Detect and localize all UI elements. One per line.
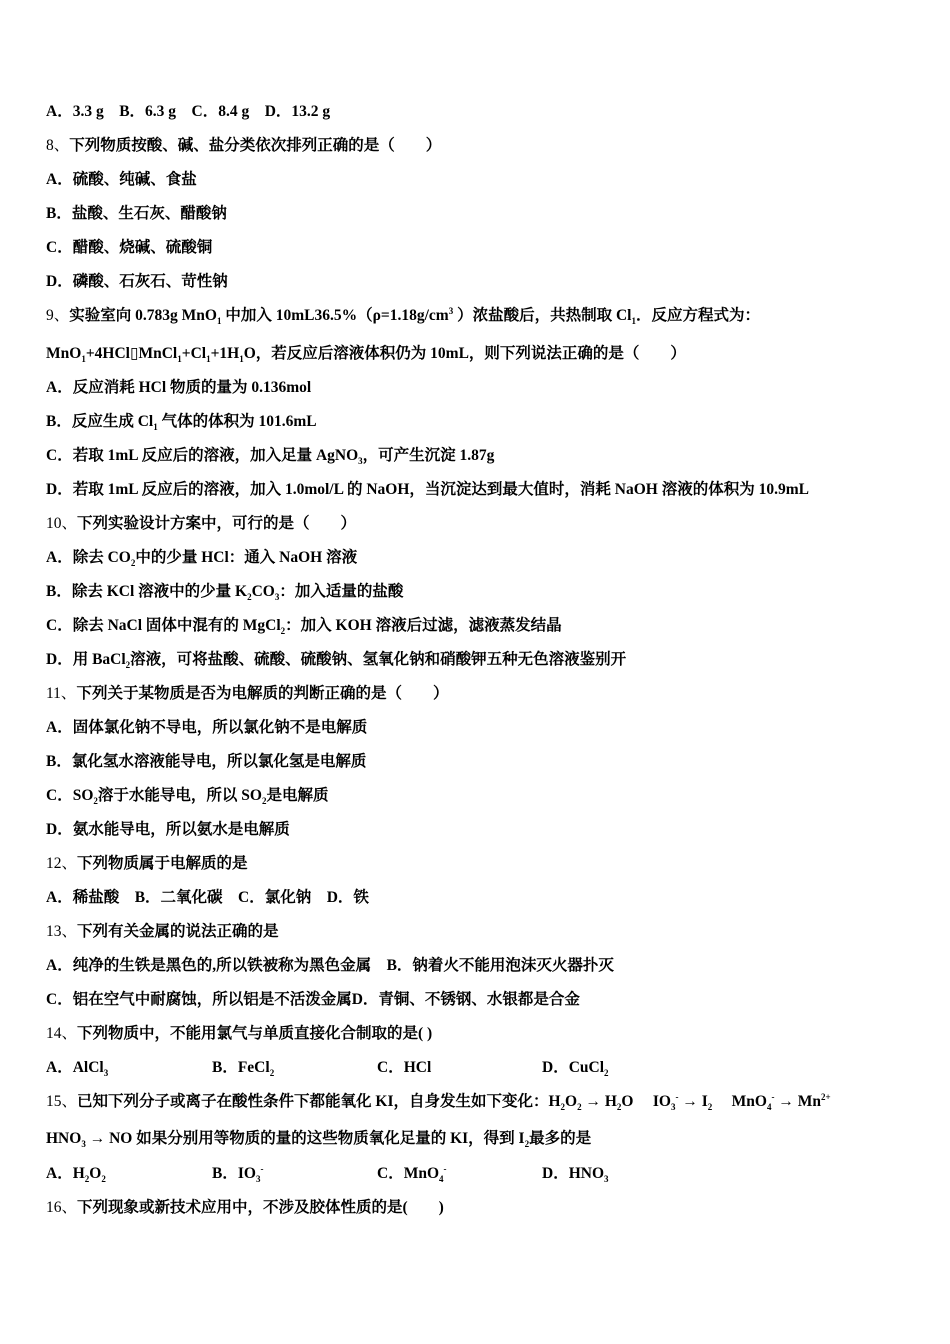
question-number: 15、 — [46, 1093, 78, 1110]
answer-option — [46, 1058, 108, 1078]
question-number: 12、 — [46, 855, 78, 872]
answer-option — [377, 1058, 431, 1078]
text-segment: ．反应方程式为： — [635, 307, 760, 324]
subscript: 2 — [269, 1068, 275, 1079]
subscript: 1 — [206, 354, 211, 365]
subscript: 2 — [261, 796, 267, 807]
text-line — [46, 238, 212, 258]
text-line — [46, 820, 290, 840]
subscript: 1 — [81, 354, 86, 365]
subscript: 2 — [125, 660, 131, 671]
text-segment: CO — [251, 583, 275, 600]
text-segment: +Cl — [181, 345, 207, 362]
text-line — [46, 1129, 591, 1149]
text-line — [46, 378, 311, 398]
subscript: 3 — [103, 1068, 109, 1079]
question-number: 16、 — [46, 1199, 78, 1216]
subscript: 2 — [280, 626, 286, 637]
text-line — [46, 412, 317, 432]
subscript: 2 — [707, 1102, 713, 1113]
text-segment: 溶液，可将盐酸、硫酸、硫酸钠、氢氧化钠和硝酸钾五种无色溶液鉴别开 — [130, 651, 627, 668]
text-segment: MnCl — [138, 345, 178, 362]
text-segment: 下列关于某物质是否为电解质的判断正确的是（ ） — [76, 685, 449, 702]
subscript: 3 — [81, 1139, 86, 1150]
question-number: 10、 — [46, 515, 78, 532]
text-segment: MnO — [712, 1093, 767, 1110]
subscript: 4 — [439, 1174, 444, 1185]
answer-option — [542, 1164, 609, 1184]
text-segment: B．反应生成 Cl — [46, 413, 154, 430]
text-line — [46, 786, 328, 806]
text-segment: C．铝在空气中耐腐蚀，所以铝是不活泼金属D．青铜、不锈钢、水银都是合金 — [46, 991, 580, 1008]
text-line — [46, 650, 626, 670]
text-segment: +4HCl — [85, 345, 130, 362]
text-segment: A．反应消耗 HCl 物质的量为 0.136mol — [46, 379, 312, 396]
subscript: 1 — [177, 354, 182, 365]
text-segment: 最多的是 — [529, 1130, 592, 1147]
subscript: 2 — [560, 1102, 566, 1113]
text-line — [46, 480, 809, 500]
option-row — [46, 1164, 906, 1184]
text-segment: B．氯化氢水溶液能导电，所以氯化氢是电解质 — [46, 753, 367, 770]
text-segment: ）浓盐酸后，共热制取 Cl — [453, 307, 632, 324]
question-number: 11、 — [46, 685, 77, 702]
text-line — [46, 102, 330, 122]
subscript: 2 — [130, 558, 136, 569]
question-number: 8、 — [46, 137, 70, 154]
text-line — [46, 548, 357, 568]
option-row — [46, 1058, 906, 1078]
text-segment: 气体的体积为 101.6mL — [157, 413, 317, 430]
text-segment: D．用 BaCl — [46, 651, 126, 668]
answer-option — [377, 1164, 447, 1184]
text-segment: O — [565, 1093, 578, 1110]
text-line — [46, 272, 228, 292]
subscript: 1 — [153, 422, 158, 433]
question-stem — [46, 854, 248, 874]
text-segment: A．H — [46, 1165, 85, 1182]
text-segment: C．醋酸、烧碱、硫酸铜 — [46, 239, 213, 256]
text-segment: +1H — [210, 345, 240, 362]
text-line — [46, 446, 494, 466]
subscript: 2 — [616, 1102, 622, 1113]
text-segment: 溶于水能导电，所以 SO — [97, 787, 262, 804]
text-segment: C．HCl — [377, 1059, 432, 1076]
subscript: 3 — [604, 1174, 609, 1185]
text-segment: ：加入 KOH 溶液后过滤，滤液蒸发结晶 — [285, 617, 562, 634]
subscript: 2 — [101, 1174, 106, 1185]
question-stem — [46, 1024, 432, 1044]
text-segment: 下列现象或新技术应用中，不涉及胶体性质的是( ) — [77, 1199, 444, 1216]
text-segment: A．3.3 g B．6.3 g C．8.4 g D．13.2 g — [46, 103, 331, 120]
question-stem — [46, 514, 356, 534]
text-segment: 中的少量 HCl：通入 NaOH 溶液 — [135, 549, 358, 566]
superscript: - — [443, 1163, 447, 1174]
subscript: 3 — [255, 1174, 261, 1185]
text-segment: 下列有关金属的说法正确的是 — [77, 923, 279, 940]
answer-option — [542, 1058, 609, 1078]
subscript: 1 — [631, 316, 636, 327]
superscript: - — [771, 1091, 775, 1102]
text-line — [46, 956, 614, 976]
text-segment: 下列物质中，不能用氯气与单质直接化合制取的是( ) — [77, 1025, 433, 1042]
subscript: 1 — [216, 316, 222, 327]
subscript: 2 — [524, 1139, 530, 1150]
text-segment: MnO — [46, 345, 82, 362]
question-stem — [46, 1092, 831, 1112]
text-segment: ，可产生沉淀 1.87g — [362, 447, 495, 464]
answer-option — [212, 1164, 263, 1184]
text-line — [46, 752, 366, 772]
text-segment: O — [89, 1165, 102, 1182]
text-segment: D．磷酸、石灰石、苛性钠 — [46, 273, 228, 290]
text-segment: ：加入适量的盐酸 — [279, 583, 404, 600]
subscript: 2 — [577, 1102, 582, 1113]
question-stem — [46, 306, 760, 326]
subscript: 2 — [84, 1174, 90, 1185]
answer-option — [212, 1058, 274, 1078]
question-stem — [46, 1198, 444, 1218]
text-line — [46, 718, 367, 738]
text-segment: D．CuCl — [542, 1059, 605, 1076]
text-line — [46, 170, 197, 190]
text-segment: C．若取 1mL 反应后的溶液，加入足量 AgNO — [46, 447, 359, 464]
superscript: - — [675, 1091, 679, 1102]
text-segment: → Mn — [774, 1093, 821, 1110]
question-number: 14、 — [46, 1025, 78, 1042]
superscript: - — [260, 1163, 264, 1174]
text-segment: D．氨水能导电，所以氨水是电解质 — [46, 821, 290, 838]
text-segment: B．FeCl — [212, 1059, 270, 1076]
text-segment: 已知下列分子或离子在酸性条件下都能氧化 KI，自身发生如下变化：H — [77, 1093, 561, 1110]
text-segment: 是电解质 — [266, 787, 329, 804]
answer-option — [46, 1164, 106, 1184]
text-segment: → I — [678, 1093, 708, 1110]
text-segment: A．固体氯化钠不导电，所以氯化钠不是电解质 — [46, 719, 368, 736]
question-stem — [46, 136, 441, 156]
question-stem — [46, 922, 279, 942]
text-segment: → H — [581, 1093, 617, 1110]
text-segment: C．SO — [46, 787, 94, 804]
text-segment: O，若反应后溶液体积仍为 10mL，则下列说法正确的是（ ） — [243, 345, 686, 362]
text-segment: C．除去 NaCl 固体中混有的 MgCl — [46, 617, 281, 634]
text-line — [46, 582, 403, 602]
subscript: 4 — [766, 1102, 772, 1113]
subscript: 1 — [239, 354, 244, 365]
superscript: 3 — [448, 305, 454, 316]
text-segment: A．稀盐酸 B．二氧化碳 C．氯化钠 D．铁 — [46, 889, 369, 906]
question-stem — [46, 684, 448, 704]
text-segment: B．IO — [212, 1165, 256, 1182]
text-segment: B．除去 KCl 溶液中的少量 K — [46, 583, 248, 600]
subscript: 3 — [670, 1102, 676, 1113]
text-segment: D．HNO — [542, 1165, 605, 1182]
text-segment: A．纯净的生铁是黑色的,所以铁被称为黑色金属 B．钠着火不能用泡沫灭火器扑灭 — [46, 957, 614, 974]
text-line — [46, 888, 369, 908]
text-line — [46, 990, 580, 1010]
text-line — [46, 616, 562, 636]
text-segment: 中加入 10mL36.5%（ρ=1.18g/cm — [221, 307, 449, 324]
text-segment: O IO — [621, 1093, 671, 1110]
text-segment: 下列实验设计方案中，可行的是（ ） — [77, 515, 357, 532]
question-number: 9、 — [46, 307, 70, 324]
text-segment: → NO 如果分别用等物质的量的这些物质氧化足量的 KI，得到 I — [85, 1130, 525, 1147]
text-segment: D．若取 1mL 反应后的溶液，加入 1.0mol/L 的 NaOH，当沉淀达到最大值时，消耗 NaOH 溶液的体积为 10.9mL — [46, 481, 809, 498]
subscript: 2 — [247, 592, 252, 603]
question-number: 13、 — [46, 923, 78, 940]
text-line — [46, 344, 686, 364]
text-segment: ▯ — [129, 345, 139, 362]
text-segment: HNO — [46, 1130, 82, 1147]
text-segment: A．除去 CO — [46, 549, 131, 566]
superscript: 2+ — [820, 1091, 831, 1102]
subscript: 3 — [274, 592, 280, 603]
text-segment: A．AlCl — [46, 1059, 104, 1076]
text-segment: 实验室向 0.783g MnO — [69, 307, 217, 324]
subscript: 3 — [358, 456, 363, 467]
text-segment: A．硫酸、纯碱、食盐 — [46, 171, 197, 188]
subscript: 2 — [93, 796, 98, 807]
text-segment: 下列物质属于电解质的是 — [77, 855, 248, 872]
text-segment: 下列物质按酸、碱、盐分类依次排列正确的是（ ） — [69, 137, 442, 154]
subscript: 2 — [604, 1068, 609, 1079]
text-line — [46, 204, 227, 224]
text-segment: B．盐酸、生石灰、醋酸钠 — [46, 205, 227, 222]
text-segment: C．MnO — [377, 1165, 440, 1182]
